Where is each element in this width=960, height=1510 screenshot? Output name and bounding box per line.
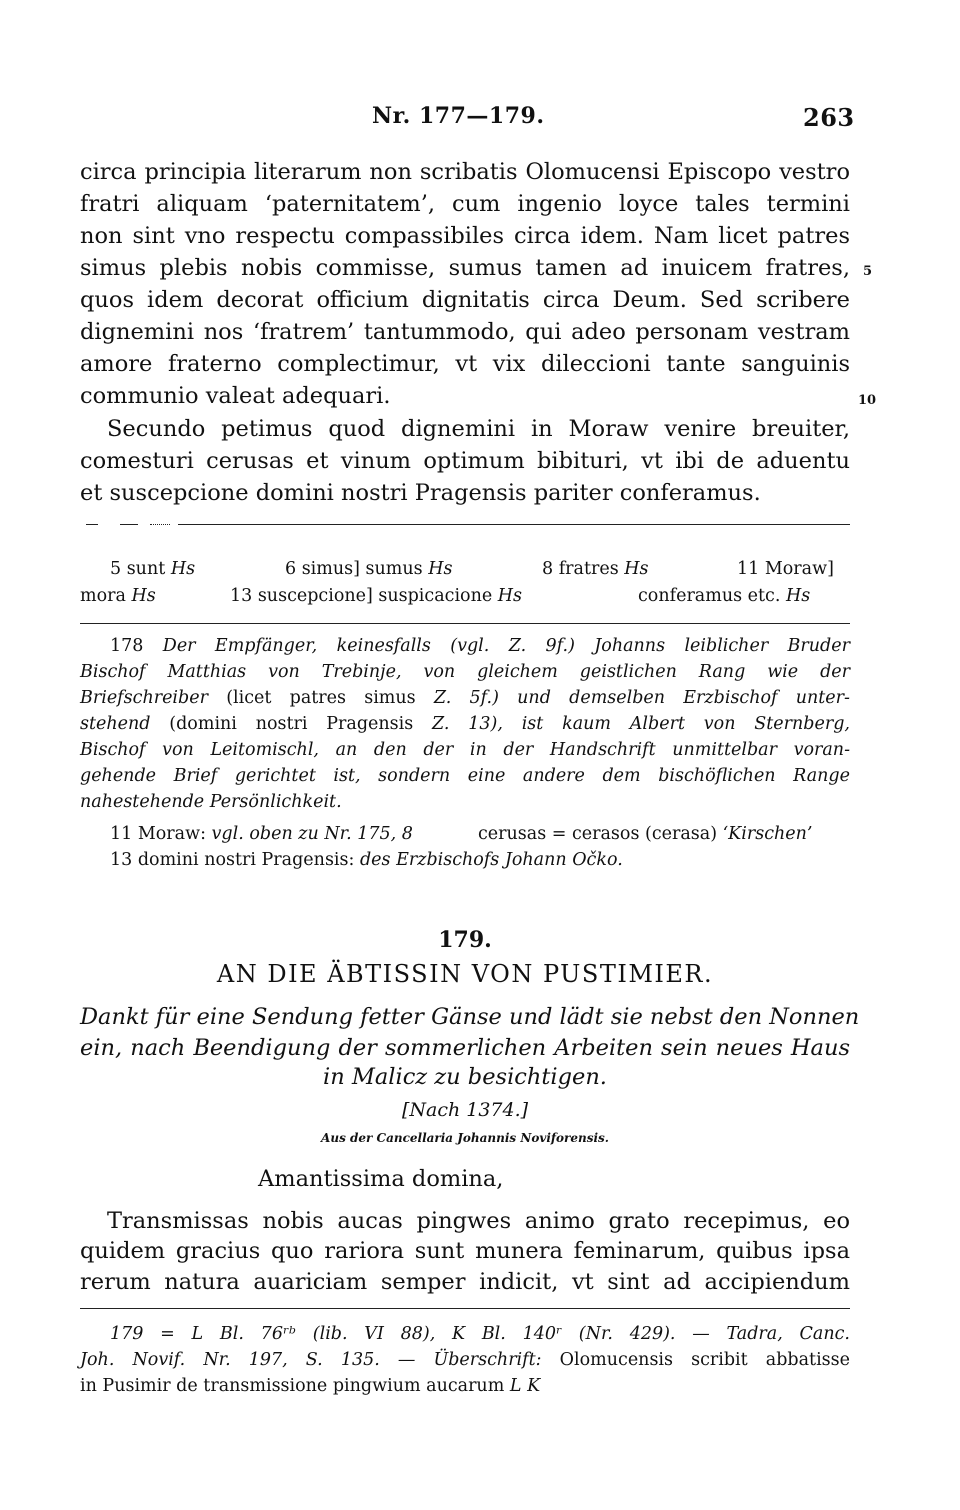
apparatus-entry: 5 sunt <box>110 559 166 579</box>
letter-summary: in Malicz zu besichtigen. <box>323 1064 607 1090</box>
text-line: fratri aliquam ‘paternitatem’, cum ingenio loyce tales termini <box>80 191 850 217</box>
letter-summary: Dankt für eine Sendung fetter Gänse und lädt sie nebst den Nonnen <box>80 1004 860 1030</box>
apparatus-entry: 11 Moraw] <box>737 559 834 579</box>
text-line: simus plebis nobis commisse, sumus tamen ad inuicem fratres, <box>80 255 850 281</box>
apparatus-siglum: Hs <box>131 586 156 606</box>
text-line: rerum natura auariciam semper indicit, vt sint ad accipiendum <box>80 1269 850 1295</box>
letter-summary: ein, nach Beendigung der sommerlichen Arbeiten sein neues Haus <box>80 1035 850 1061</box>
commentary-number: 178 <box>110 636 144 656</box>
footnote-line: 179 = L Bl. 76ʳᵇ (lib. VI 88), K Bl. 140ʳ (Nr. 429). — Tadra, Canc. <box>110 1324 850 1344</box>
commentary-lemma: 11 Moraw: <box>110 824 206 844</box>
commentary-text: nahestehende Persönlichkeit. <box>80 792 342 812</box>
text-line: Transmissas nobis aucas pingwes animo grato recepimus, eo <box>107 1208 850 1234</box>
commentary-text: Z. 5f.) <box>433 688 499 708</box>
separator-rule <box>120 524 138 525</box>
footnote-text: Olomucensis scribit abbatisse <box>559 1350 850 1370</box>
letter-title: AN DIE ÄBTISSIN VON PUSTIMIER. <box>216 960 714 988</box>
text-line: amore fraterno complectimur, vt vix dileccioni tante sanguinis <box>80 351 850 377</box>
apparatus-entry: mora <box>80 586 126 606</box>
commentary-text: gehende Brief gerichtet ist, sondern eine andere dem bischöflichen Range <box>80 766 850 786</box>
running-header-section-range: Nr. 177—179. <box>372 103 545 129</box>
letter-date: [Nach 1374.] <box>401 1099 529 1121</box>
apparatus-entry: 8 fratres <box>542 559 619 579</box>
apparatus-siglum: Hs <box>624 559 649 579</box>
text-line: et suscepcione domini nostri Pragensis pariter conferamus. <box>80 480 761 506</box>
salutation: Amantissima domina, <box>258 1166 504 1192</box>
text-line: quidem gracius quo rariora sunt munera feminarum, quibus ipsa <box>80 1238 850 1264</box>
apparatus-siglum: Hs <box>170 559 196 579</box>
commentary-text: des Erzbischofs Johann Očko. <box>359 850 623 870</box>
commentary-citation: (licet patres simus <box>226 688 416 708</box>
commentary-text: und demselben Erzbischof unter- <box>517 688 850 708</box>
footnote-text: in Pusimir de transmissione pingwium aucarum <box>80 1376 505 1396</box>
footnote-siglum: L K <box>509 1376 541 1396</box>
text-line: circa principia literarum non scribatis Olomucensi Episcopo vestro <box>80 159 850 185</box>
commentary-text: Briefschreiber <box>80 688 208 708</box>
separator-rule <box>80 1308 850 1309</box>
apparatus-entry: 13 suscepcione] suspicacione <box>230 586 493 606</box>
apparatus-entry: conferamus etc. <box>638 586 781 606</box>
letter-number: 179. <box>438 927 492 953</box>
commentary-text: vgl. oben zu Nr. 175, 8 <box>211 824 413 844</box>
commentary-text: ist kaum Albert von Sternberg, <box>521 714 850 734</box>
apparatus-entry: 6 simus] sumus <box>285 559 423 579</box>
text-line: quos idem decorat officium dignitatis circa Deum. Sed scribere <box>80 287 850 313</box>
commentary-text: Bischof von Leitomischl, an den der in der Handschrift unmittelbar voran- <box>80 740 850 760</box>
separator-rule <box>80 623 850 624</box>
footnote-text: Joh. Novif. Nr. 197, S. 135. — Überschrift: <box>80 1350 542 1370</box>
separator-rule <box>86 524 98 525</box>
apparatus-siglum: Hs <box>785 586 811 606</box>
commentary-text: stehend <box>80 714 151 734</box>
text-line: Secundo petimus quod dignemini in Moraw venire breuiter, <box>107 416 850 442</box>
commentary-citation: (domini nostri Pragensis <box>169 714 414 734</box>
separator-rule <box>178 524 850 525</box>
commentary-text: ‘Kirschen’ <box>722 824 813 844</box>
apparatus-siglum: Hs <box>428 559 453 579</box>
text-line: comesturi cerusas et vinum optimum bibituri, vt ibi de aduentu <box>80 448 850 474</box>
apparatus-siglum: Hs <box>497 586 523 606</box>
text-line: dignemini nos ‘fratrem’ tantummodo, qui adeo personam vestram <box>80 319 850 345</box>
commentary-text: Z. 13), <box>432 714 503 734</box>
separator-rule <box>150 524 170 525</box>
commentary-text: Der Empfänger, keinesfalls (vgl. Z. 9f.) Johanns leiblicher Bruder <box>162 636 850 656</box>
text-line: communio valeat adequari. <box>80 383 391 409</box>
page-number: 263 <box>803 103 855 132</box>
text-line: non sint vno respectu compassibiles circa idem. Nam licet patres <box>80 223 850 249</box>
commentary-lemma: 13 domini nostri Pragensis: <box>110 850 355 870</box>
line-number-marker: 5 <box>863 264 873 279</box>
line-number-marker: 10 <box>858 393 877 408</box>
commentary-text: Bischof Matthias von Trebinje, von gleichem geistlichen Rang wie der <box>80 662 850 682</box>
commentary-lemma: cerusas = cerasos (cerasa) <box>478 824 718 844</box>
letter-source: Aus der Cancellaria Johannis Noviforensis. <box>321 1131 609 1145</box>
